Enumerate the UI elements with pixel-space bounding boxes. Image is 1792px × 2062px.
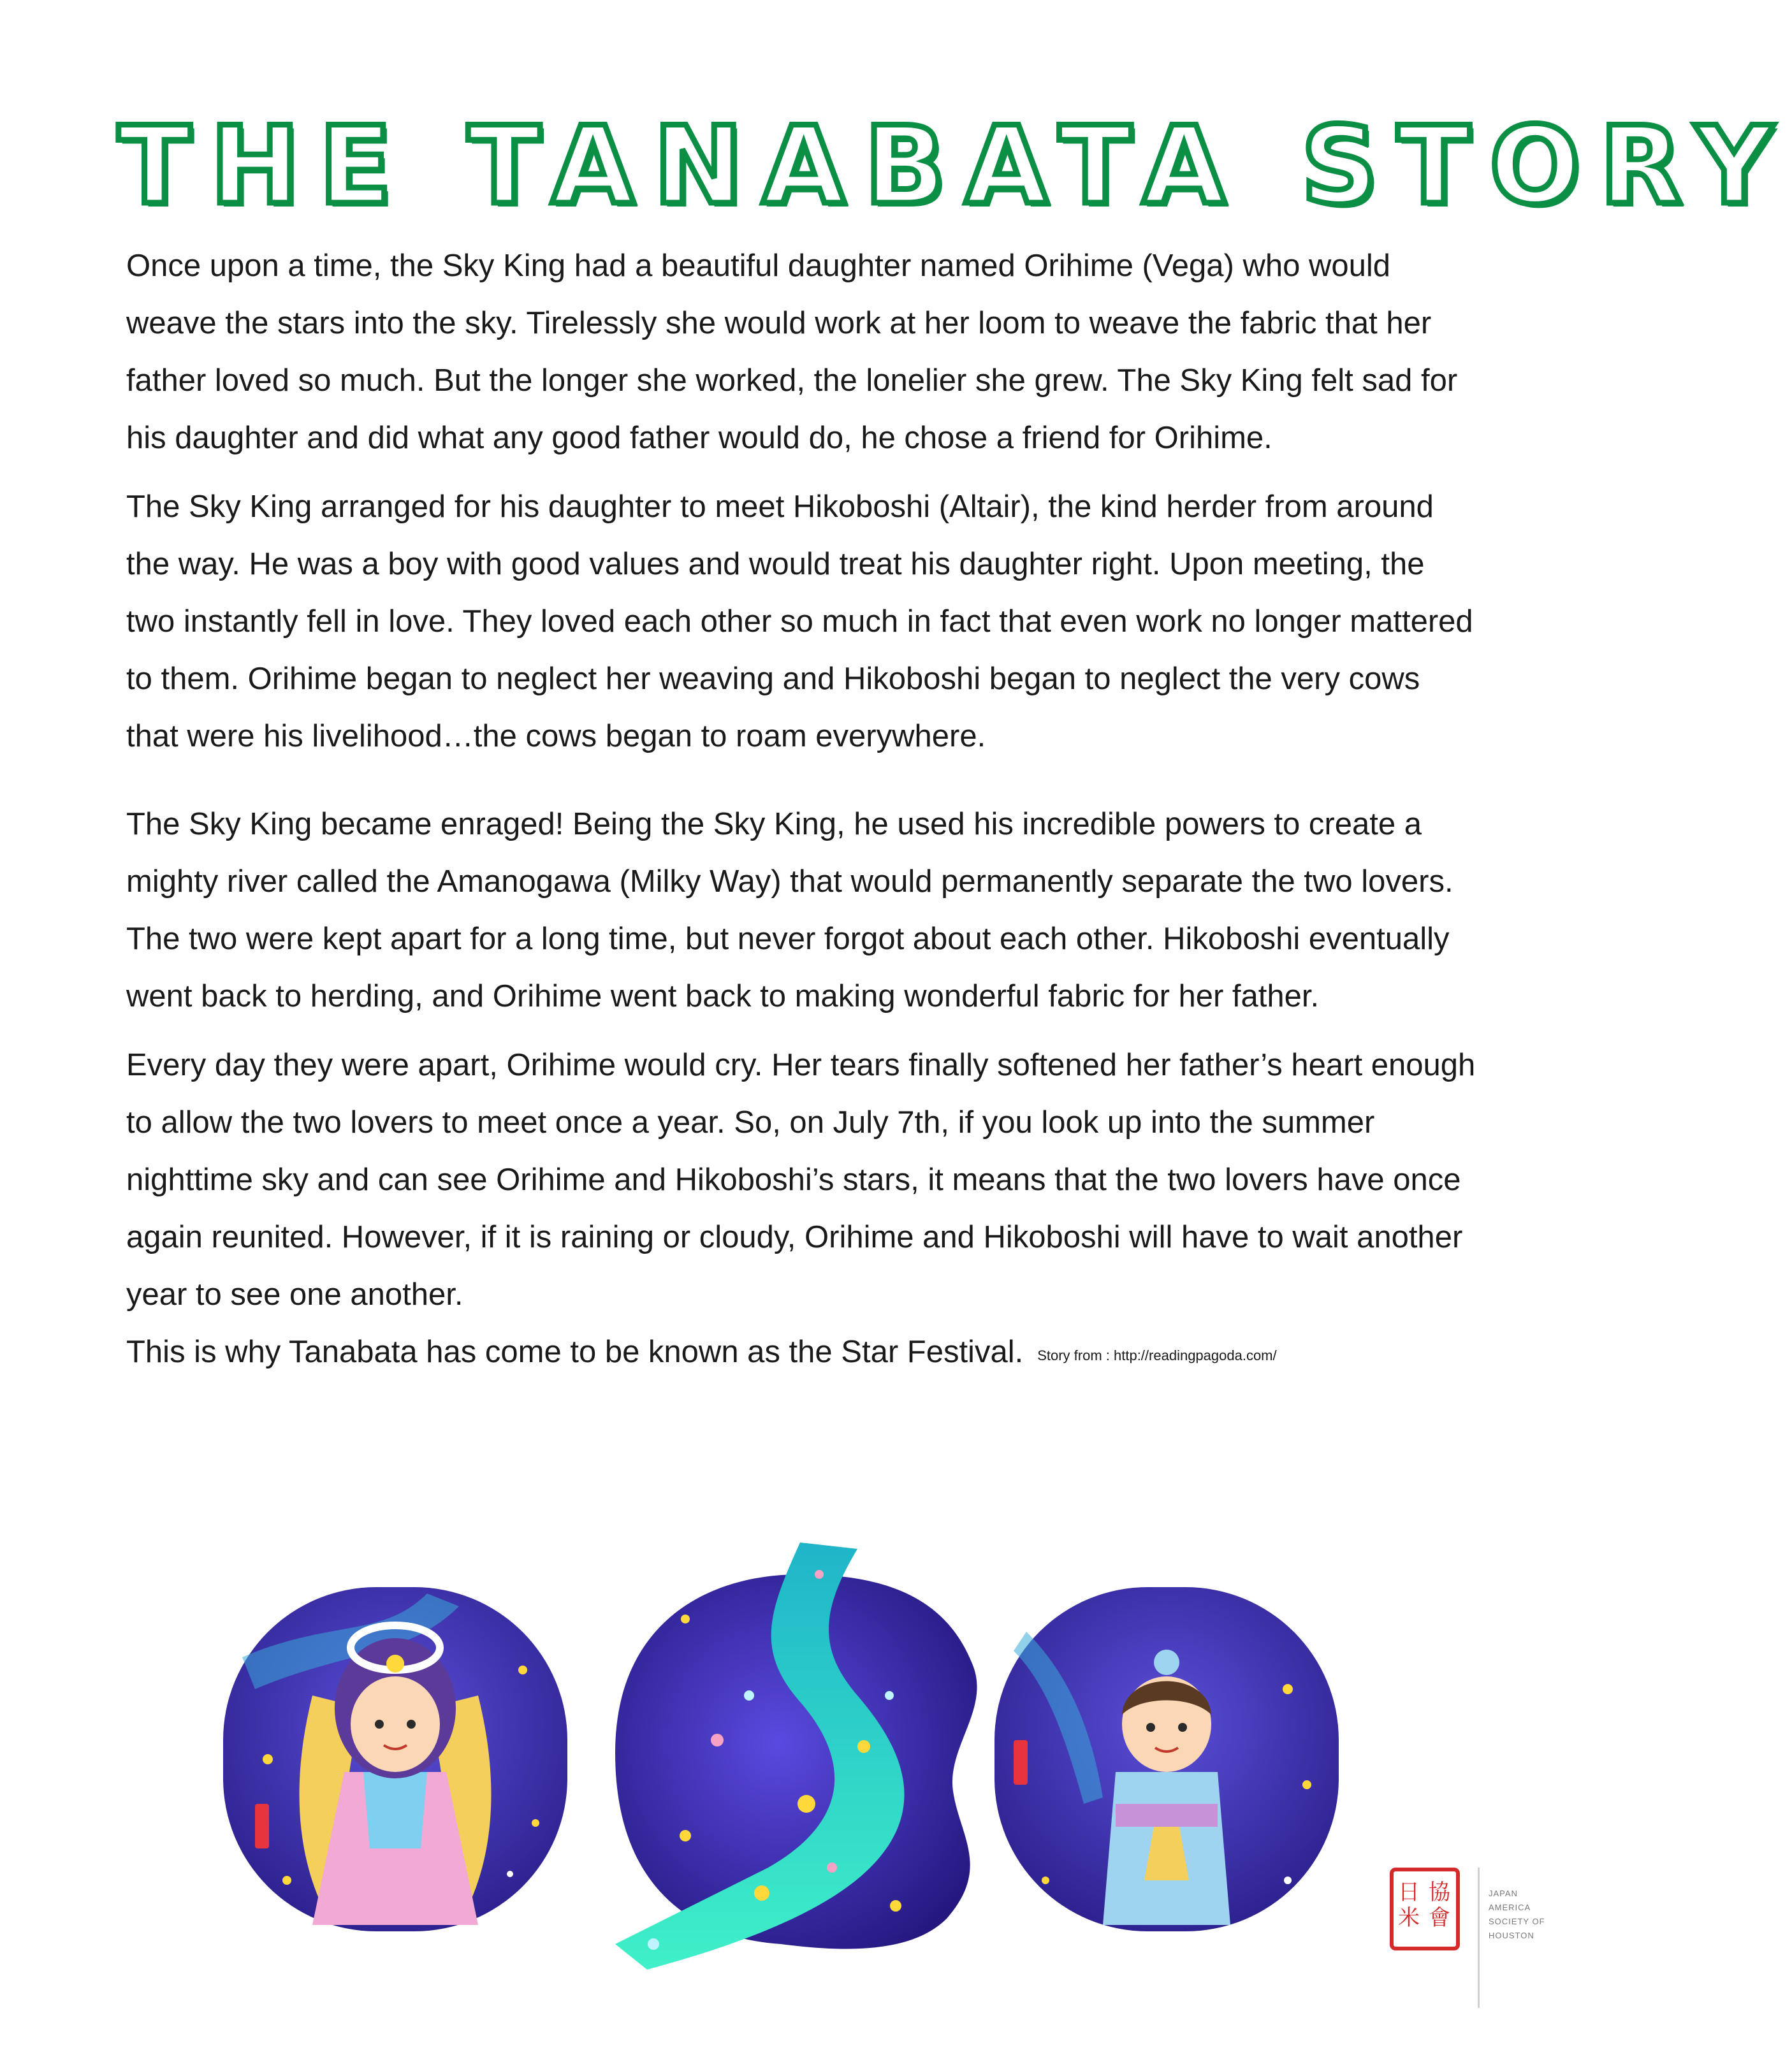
story-text (126, 237, 1478, 1384)
tanabata-illustration (217, 1536, 1351, 1995)
story-paragraph-4: Every day they were apart, Orihime would cry. Her tears finally softened her father’s heart enough to allow the two lovers to meet once a year. So, on July 7th, if you look up into the summer nighttime sky and can see Orihime and Hikoboshi’s stars, it means that the two lovers have once again reunited. However, if it is raining or cloudy, Orihime and Hikoboshi will have to wait another year to see one another. (126, 1048, 1476, 1312)
story-paragraph-1: Once upon a time, the Sky King had a beautiful daughter named Orihime (Vega) who would weave the stars into the sky. Tirelessly she would work at her loom to weave the fabric that her father loved so much. But the longer she worked, the lonelier she grew. The Sky King felt sad for his daughter and did what any good father would do, he chose a friend for Orihime. (126, 249, 1458, 455)
svg-text:日: 日 (1398, 1880, 1420, 1905)
closing-text: This is why Tanabata has come to be known as the Star Festival. (126, 1335, 1024, 1369)
org-line: AMERICA (1489, 1903, 1531, 1912)
org-line: SOCIETY OF (1489, 1917, 1545, 1926)
svg-text:協: 協 (1429, 1880, 1450, 1905)
story-paragraph-2: The Sky King arranged for his daughter to meet Hikoboshi (Altair), the kind herder from around the way. He was a boy with good values and would treat his daughter right. Upon meeting, the two instantly fell in love. They loved each other so much in fact that even work no longer mattered to them. Orihime began to neglect her weaving and Hikoboshi began to neglect the very cows that were his livelihood…the cows began to roam everywhere. (126, 490, 1473, 753)
organization-name (1489, 1887, 1571, 1943)
milky-way-illustration (590, 1536, 1010, 1970)
svg-text:米: 米 (1398, 1905, 1420, 1931)
hikoboshi-illustration (988, 1581, 1345, 1938)
jas-houston-stamp-logo (1390, 1868, 1460, 1950)
story-closing-line (126, 1323, 1478, 1384)
org-line: JAPAN (1489, 1889, 1518, 1898)
svg-text:會: 會 (1429, 1905, 1450, 1931)
org-line: HOUSTON (1489, 1931, 1534, 1940)
story-paragraph-3: The Sky King became enraged! Being the Sky King, he used his incredible powers to create a mighty river called the Amanogawa (Milky Way) that would permanently separate the two lovers. The two were kept apart for a long time, but never forgot about each other. Hikoboshi eventually went back to herding, and Orihime went back to making wonderful fabric for her father. (126, 807, 1453, 1013)
page-title: THE TANABATA STORY (118, 103, 1792, 228)
orihime-illustration (217, 1581, 574, 1938)
story-source-note: Story from : http://readingpagoda.com/ (1037, 1347, 1277, 1363)
logo-divider (1478, 1868, 1480, 2008)
